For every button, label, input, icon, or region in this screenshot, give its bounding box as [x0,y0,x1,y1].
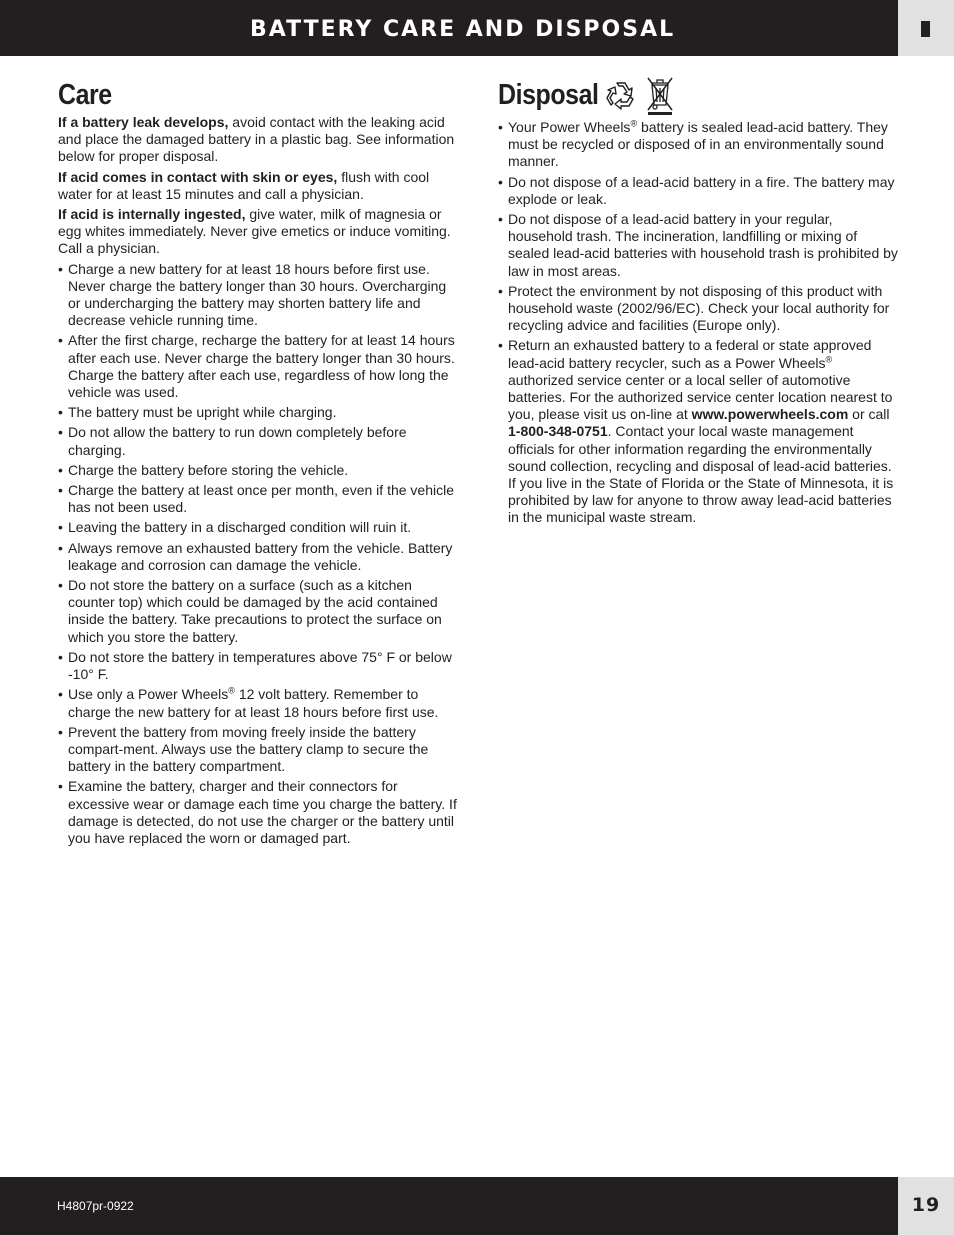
list-item: • Examine the battery, charger and their connectors for excessive wear or damage each time you charge the battery. If damage is detected, do not use the charger or the battery until you have replaced the worn or damaged part. [58,778,460,847]
list-item: • Do not dispose of a lead-acid battery in a fire. The battery may explode or leak. [498,174,900,208]
list-item: • Do not allow the battery to run down completely before charging. [58,424,460,458]
phone-number: 1-800-348-0751 [508,423,608,440]
list-item: • Do not store the battery in temperatures above 75° F or below -10° F. [58,649,460,683]
disposal-icons [603,75,675,115]
website-link[interactable]: www.powerwheels.com [691,406,849,423]
page-number-tab [898,1177,954,1235]
care-intro-ingested: If acid is internally ingested, give water, milk of magnesia or egg whites immediately. Never give emetics or induce vomiting. Call a physician. [58,206,451,257]
page-section-title: BATTERY CARE AND DISPOSAL [250,17,676,42]
document-code: H4807pr-0922 [57,1199,134,1213]
list-item: • Do not dispose of a lead-acid battery in your regular, household trash. The incineration, landfilling or mixing of sealed lead-acid batteries with household trash is prohibited by law in most areas. [498,211,900,280]
header-bar [0,0,898,56]
list-item: • The battery must be upright while charging. [58,404,460,421]
care-intro-leak: If a battery leak develops, avoid contact with the leaking acid and place the damaged battery in a plastic bag. See information below for proper disposal. [58,114,455,165]
care-column [58,78,460,850]
list-item: • Your Power Wheels® battery is sealed lead-acid battery. They must be recycled or disposed of in an environmentally sound manner. [498,119,900,171]
tab-marker [921,21,930,37]
disposal-list [498,119,900,527]
disposal-title-row [498,78,900,112]
recycle-icon [603,77,639,113]
care-heading: Care [58,79,112,111]
page-number: 19 [911,1194,941,1216]
list-item: • Charge a new battery for at least 18 hours before first use. Never charge the battery longer than 30 hours. Overcharging or undercharging the battery may shorten battery life and decrease vehicle running time. [58,261,460,330]
list-item: • Return an exhausted battery to a federal or state approved lead-acid battery recycler, such as a Power Wheels® authorized service center or a local seller of automotive batteries. For the authorized service center location nearest to you, please visit us on-line at www.powerwheels.com or call 1-800-348-0751. Contact your local waste management officials for other information regarding the environmentally sound collection, recycling and disposal of lead-acid batteries. If you live in the State of Florida or the State of Minnesota, it is prohibited by law for anyone to throw away lead-acid batteries in the municipal waste stream. [498,337,900,526]
list-item: • Leaving the battery in a discharged condition will ruin it. [58,519,460,536]
list-item: • Do not store the battery on a surface (such as a kitchen counter top) which could be damaged by the acid contained inside the battery. Take precautions to protect the surface on which you store the battery. [58,577,460,646]
language-tab [898,0,954,56]
list-item: • Charge the battery before storing the vehicle. [58,462,460,479]
care-intro-skin: If acid comes in contact with skin or eyes, flush with cool water for at least 15 minutes and call a physician. [58,168,430,202]
list-item: • Prevent the battery from moving freely inside the battery compart-ment. Always use the battery clamp to secure the battery in the battery compartment. [58,724,460,776]
list-item: • Always remove an exhausted battery from the vehicle. Battery leakage and corrosion can damage the vehicle. [58,540,460,574]
footer-bar [0,1177,898,1235]
list-item: • Use only a Power Wheels® 12 volt battery. Remember to charge the new battery for at least 18 hours before first use. [58,686,460,720]
list-item: • Protect the environment by not disposing of this product with household waste (2002/96/EC). Check your local authority for recycling advice and facilities (Europe only). [498,283,900,335]
list-item: • Charge the battery at least once per month, even if the vehicle has not been used. [58,482,460,516]
disposal-heading: Disposal [498,79,599,111]
crossed-out-wheelie-bin-icon [645,75,675,115]
list-item: • After the first charge, recharge the battery for at least 14 hours after each use. Never charge the battery longer than 30 hours. Charge the battery after each use, regardless of how long the vehicle was used. [58,332,460,401]
care-list [58,261,460,848]
disposal-column [498,78,900,530]
